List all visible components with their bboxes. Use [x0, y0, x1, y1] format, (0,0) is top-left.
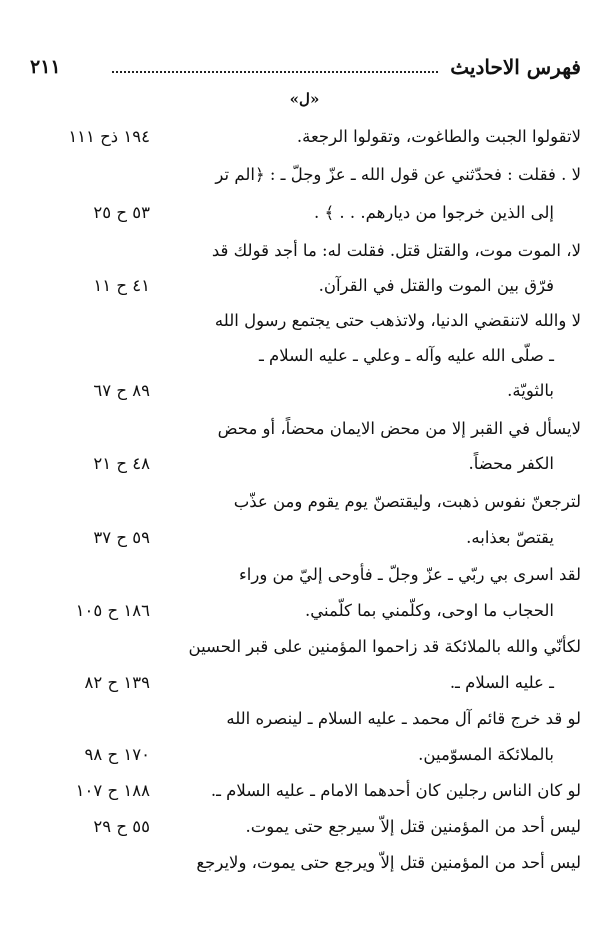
- entry-line-continuation: يقتصّ بعذابه.: [466, 528, 554, 547]
- header-dotted-rule: [112, 61, 438, 73]
- entry-line: ليس أحد من المؤمنين قتل إلاّ سيرجع حتى يموت.: [245, 817, 581, 836]
- entry-line: لو قد خرج قائم آل محمد ـ عليه السلام ـ لينصره الله: [226, 709, 581, 728]
- entry-reference: ١٨٨ ح ١٠٧: [75, 781, 150, 800]
- entry-reference: ١٩٤ ذح ١١١: [68, 127, 150, 146]
- entry-reference: ٥٩ ح ٣٧: [93, 528, 150, 547]
- entry-line: لايسأل في القبر إلا من محض الايمان محضاً، أو محض: [217, 419, 581, 438]
- entry-line: لترجعنّ نفوس ذهبت، وليقتصنّ يوم يقوم ومن عذّب: [233, 492, 581, 511]
- entry-reference: ١٧٠ ح ٩٨: [84, 745, 150, 764]
- entry-line-continuation: فرّق بين الموت والقتل في القرآن.: [318, 276, 554, 295]
- entry-reference: ٤١ ح ١١: [93, 276, 150, 295]
- entry-line: لكأنّي والله بالملائكة قد زاحموا المؤمنين على قبر الحسين: [188, 637, 581, 656]
- entry-line-continuation: الحجاب ما اوحى، وكلّمني بما كلّمني.: [305, 601, 554, 620]
- entry-line: لا والله لاتنقضي الدنيا، ولاتذهب حتى يجتمع رسول الله: [214, 311, 581, 330]
- page-header: [30, 52, 581, 82]
- entry-line-continuation: ـ صلّى الله عليه وآله ـ وعلي ـ عليه السلام ـ: [258, 346, 554, 365]
- entry-line: لقد اسرى بي ربّي ـ عزّ وجلّ ـ فأوحى إليّ من وراء: [239, 565, 581, 584]
- entry-line: لا، الموت موت، والقتل قتل. فقلت له: ما أجد قولك قد: [211, 241, 581, 260]
- section-letter: «ل»: [289, 90, 320, 108]
- page-number: ٢١١: [30, 56, 61, 78]
- entry-line-continuation: الكفر محضاً.: [468, 454, 554, 473]
- entry-line: لو كان الناس رجلين كان أحدهما الامام ـ عليه السلام ـ.: [210, 781, 581, 800]
- entry-reference: ٨٩ ح ٦٧: [93, 381, 150, 400]
- entry-reference: ١٣٩ ح ٨٢: [84, 673, 150, 692]
- entry-line-continuation: بالملائكة المسوّمين.: [418, 745, 554, 764]
- entry-line: لا . فقلت : فحدّثني عن قول الله ـ عزّ وجلّ ـ : ﴿الم تر: [215, 165, 581, 184]
- entry-line-continuation: بالثويّة.: [507, 381, 554, 400]
- entry-reference: ٥٣ ح ٢٥: [93, 203, 150, 222]
- entry-line-continuation: ـ عليه السلام ـ.: [449, 673, 554, 692]
- entry-reference: ١٨٦ ح ١٠٥: [75, 601, 150, 620]
- entry-line-continuation: إلى الذين خرجوا من ديارهم. . . ﴾ .: [313, 203, 554, 222]
- entry-line: لاتقولوا الجبت والطاغوت، وتقولوا الرجعة.: [296, 127, 581, 146]
- entry-line: ليس أحد من المؤمنين قتل إلاّ ويرجع حتى يموت، ولايرجع: [196, 853, 581, 872]
- entry-reference: ٥٥ ح ٢٩: [93, 817, 150, 836]
- page-title: فهرس الاحاديث: [450, 55, 581, 79]
- entry-reference: ٤٨ ح ٢١: [93, 454, 150, 473]
